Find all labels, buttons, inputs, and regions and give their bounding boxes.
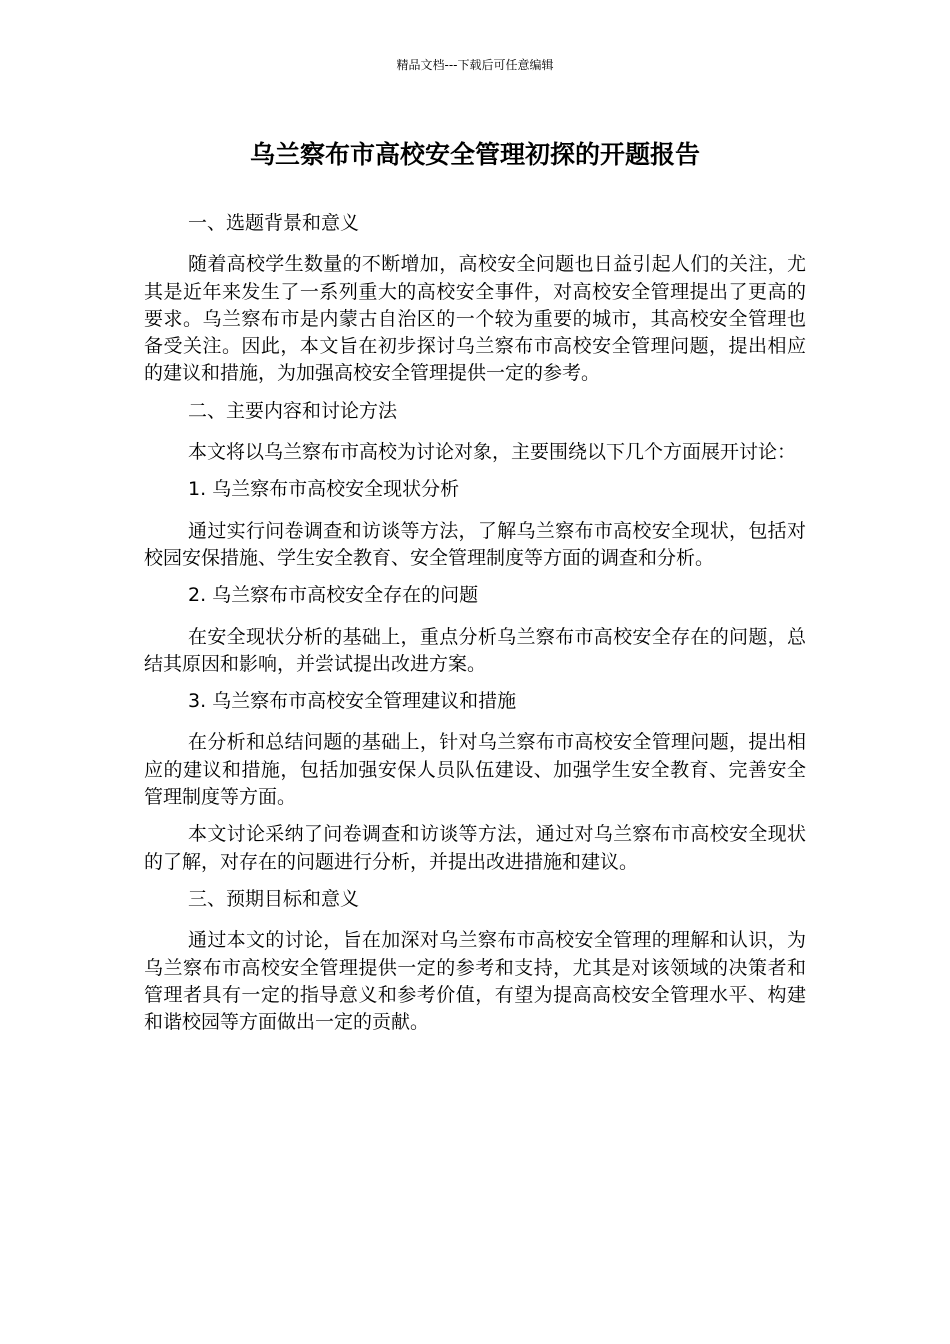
paragraph-problems: 在安全现状分析的基础上，重点分析乌兰察布市高校安全存在的问题，总结其原因和影响，并尝试提出改进方案。 (144, 625, 806, 675)
section-heading-background: 一、选题背景和意义 (188, 212, 360, 234)
document-title: 乌兰察布市高校安全管理初探的开题报告 (249, 140, 700, 169)
section-heading-goals: 三、预期目标和意义 (188, 887, 360, 910)
subheading-status-analysis: 1. 乌兰察布市高校安全现状分析 (188, 478, 460, 501)
subheading-problems: 2. 乌兰察布市高校安全存在的问题 (188, 584, 479, 607)
document-body (144, 210, 806, 1046)
subheading-suggestions: 3. 乌兰察布市高校安全管理建议和措施 (188, 690, 517, 713)
paragraph-methods-summary: 本文讨论采纳了问卷调查和访谈等方法，通过对乌兰察布市高校安全现状的了解，对存在的问题进行分析，并提出改进措施和建议。 (144, 823, 806, 873)
paragraph-background: 随着高校学生数量的不断增加，高校安全问题也日益引起人们的关注，尤其是近年来发生了一系列重大的高校安全事件，对高校安全管理提出了更高的要求。乌兰察布市是内蒙古自治区的一个较为重要的城市，其高校安全管理也备受关注。因此，本文旨在初步探讨乌兰察布市高校安全管理问题，提出相应的建议和措施，为加强高校安全管理提供一定的参考。 (144, 253, 806, 385)
paragraph-goals: 通过本文的讨论，旨在加深对乌兰察布市高校安全管理的理解和认识，为乌兰察布市高校安全管理提供一定的参考和支持，尤其是对该领域的决策者和管理者具有一定的指导意义和参考价值，有望为提高高校安全管理水平、构建和谐校园等方面做出一定的贡献。 (144, 929, 806, 1034)
paragraph-content-intro: 本文将以乌兰察布市高校为讨论对象，主要围绕以下几个方面展开讨论： (188, 441, 797, 464)
section-heading-content-methods: 二、主要内容和讨论方法 (188, 399, 398, 422)
paragraph-suggestions: 在分析和总结问题的基础上，针对乌兰察布市高校安全管理问题，提出相应的建议和措施，包括加强安保人员队伍建设、加强学生安全教育、完善安全管理制度等方面。 (144, 731, 806, 809)
paragraph-status-analysis: 通过实行问卷调查和访谈等方法，了解乌兰察布市高校安全现状，包括对校园安保措施、学生安全教育、安全管理制度等方面的调查和分析。 (144, 519, 806, 569)
page-header-note: 精品文档---下载后可任意编辑 (396, 58, 554, 72)
